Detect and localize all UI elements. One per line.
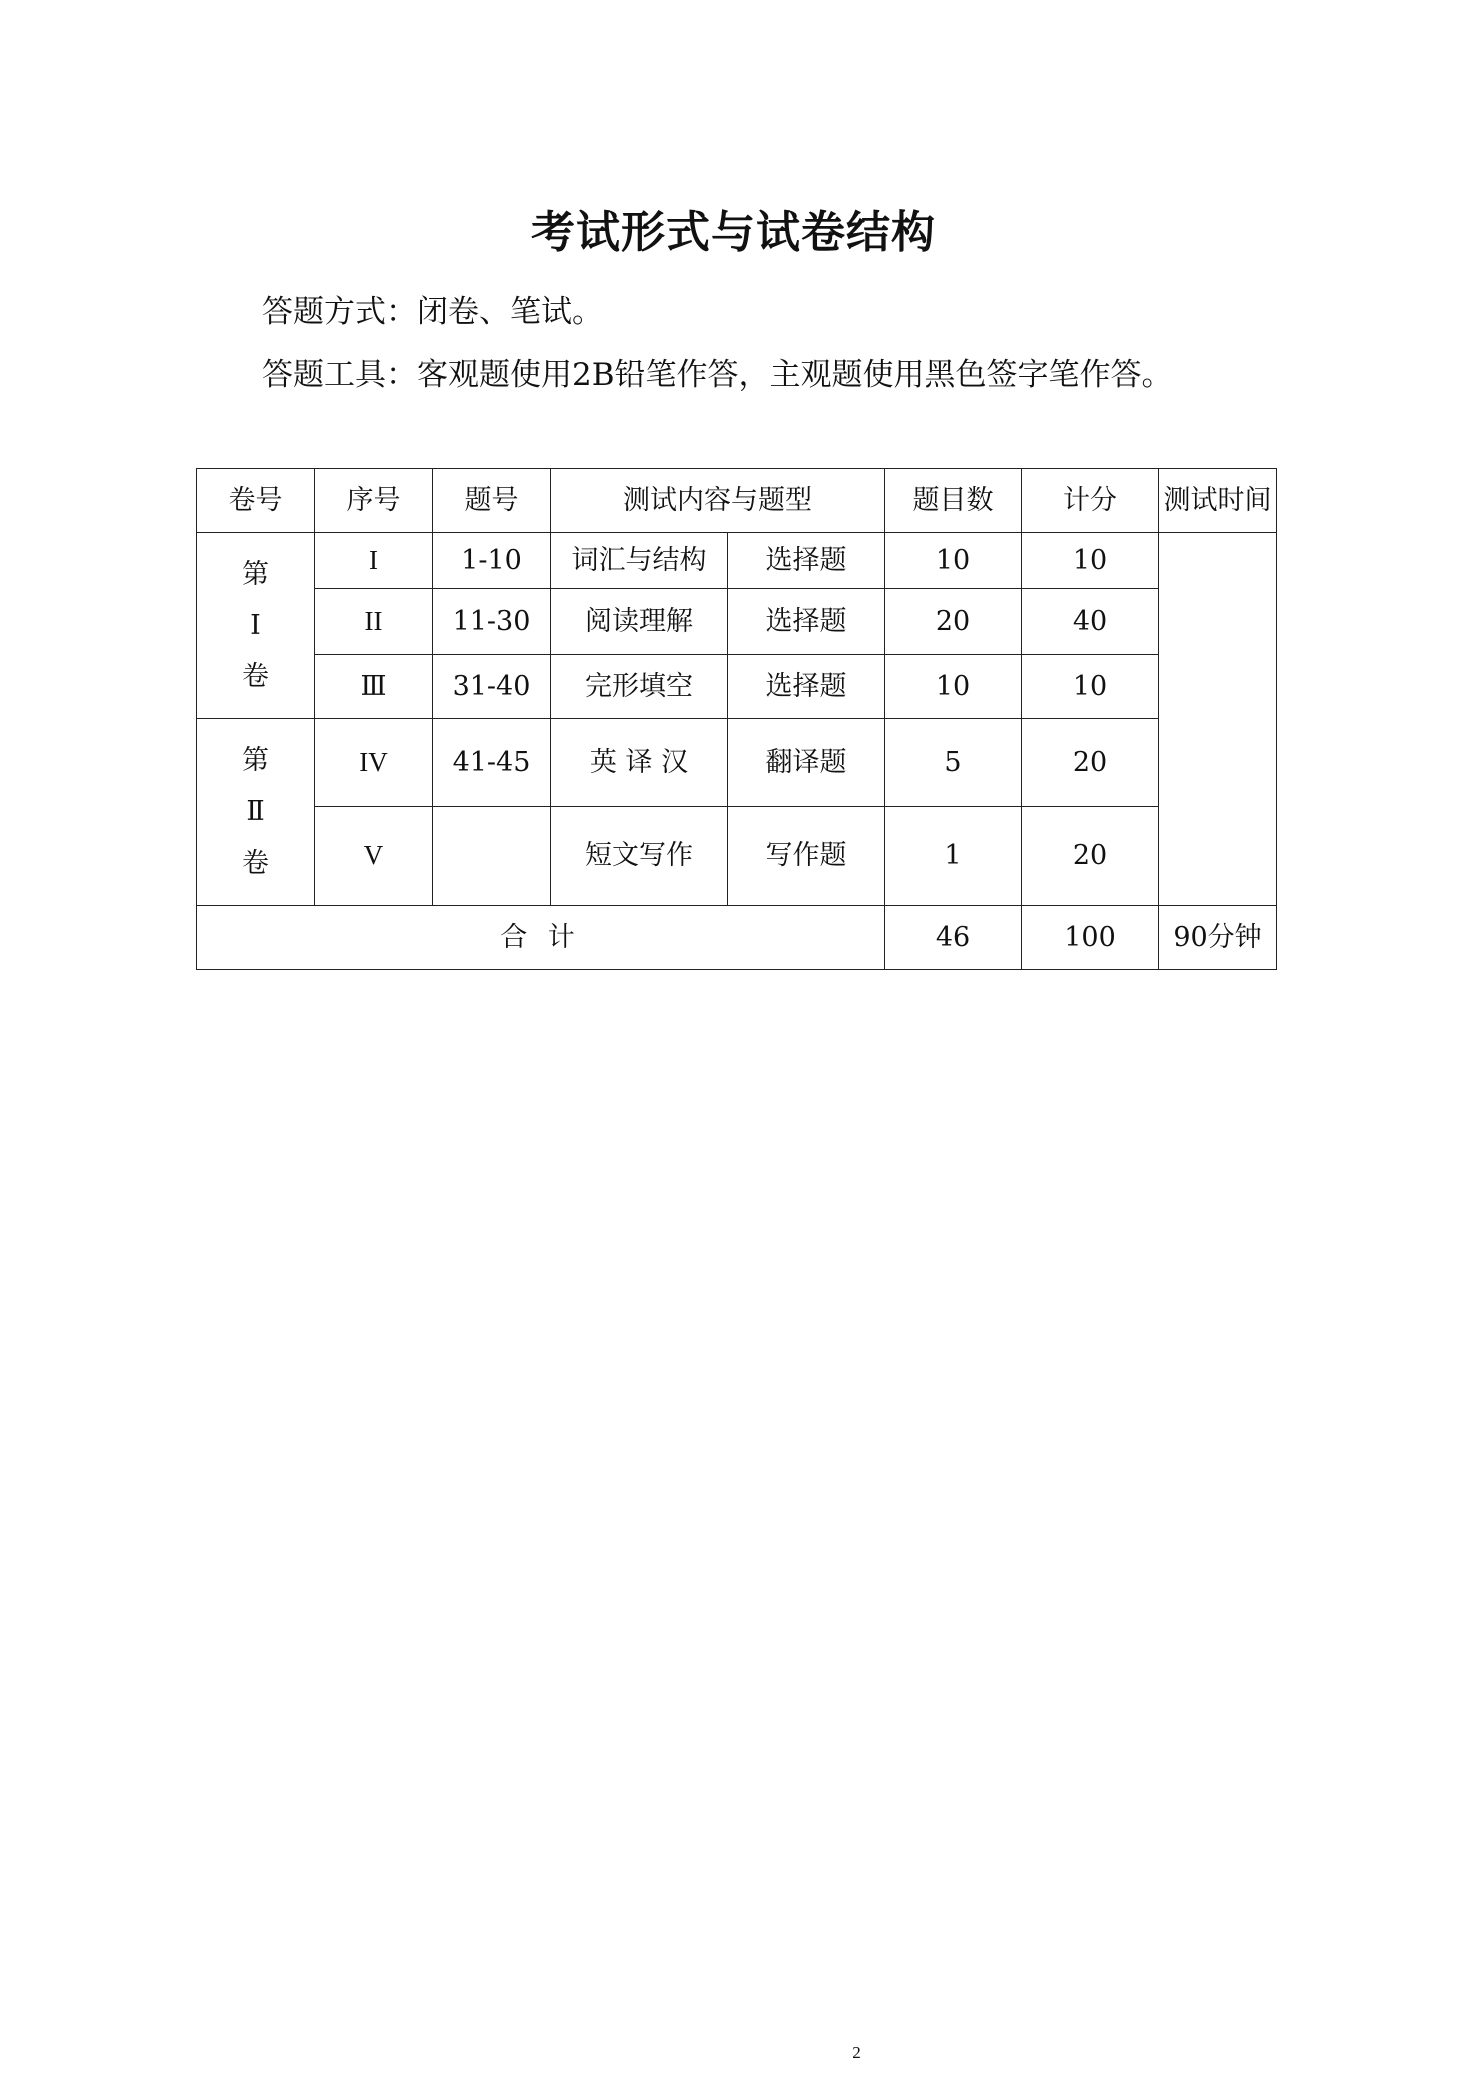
header-score: 计分 <box>1022 469 1159 533</box>
answer-tools-text: 答题工具：客观题使用2B铅笔作答，主观题使用黑色签字笔作答。 <box>262 357 1173 393</box>
row2-type: 选择题 <box>728 589 885 655</box>
paper2-line2: Ⅱ <box>246 796 265 828</box>
table-header-row <box>197 469 1277 533</box>
paper2-cell <box>197 719 315 906</box>
row4-type: 翻译题 <box>728 719 885 807</box>
total-score: 100 <box>1022 906 1159 970</box>
answer-method-text: 答题方式：闭卷、笔试。 <box>262 294 603 330</box>
row3-qnum: 31-40 <box>433 655 551 719</box>
table-row <box>197 719 1277 807</box>
paper2-line3: 卷 <box>242 847 269 879</box>
table-row <box>197 807 1277 906</box>
row1-seq: I <box>315 533 433 589</box>
row2-count: 20 <box>885 589 1022 655</box>
row5-content: 短文写作 <box>551 807 728 906</box>
paper1-line2: Ⅰ <box>250 609 261 641</box>
page-title: 考试形式与试卷结构 <box>531 207 936 258</box>
row5-score: 20 <box>1022 807 1159 906</box>
row3-seq: Ⅲ <box>315 655 433 719</box>
row2-score: 40 <box>1022 589 1159 655</box>
paper1-line3: 卷 <box>242 661 269 693</box>
header-seq: 序号 <box>315 469 433 533</box>
row1-type: 选择题 <box>728 533 885 589</box>
row2-qnum: 11-30 <box>433 589 551 655</box>
paper1-cell <box>197 533 315 719</box>
table-row <box>197 533 1277 589</box>
paper1-line1: 第 <box>242 558 269 590</box>
row1-count: 10 <box>885 533 1022 589</box>
table-total-row <box>197 906 1277 970</box>
row5-type: 写作题 <box>728 807 885 906</box>
table-row <box>197 655 1277 719</box>
exam-structure-table <box>196 468 1277 970</box>
row3-type: 选择题 <box>728 655 885 719</box>
total-time: 90分钟 <box>1159 906 1277 970</box>
table-row <box>197 589 1277 655</box>
paper2-line1: 第 <box>242 745 269 777</box>
total-count: 46 <box>885 906 1022 970</box>
row1-content: 词汇与结构 <box>551 533 728 589</box>
page-number: 2 <box>852 2043 861 2062</box>
row5-qnum <box>433 807 551 906</box>
row1-score: 10 <box>1022 533 1159 589</box>
header-time: 测试时间 <box>1159 469 1277 533</box>
row1-qnum: 1-10 <box>433 533 551 589</box>
row4-content: 英 译 汉 <box>551 719 728 807</box>
row3-content: 完形填空 <box>551 655 728 719</box>
row4-qnum: 41-45 <box>433 719 551 807</box>
row3-count: 10 <box>885 655 1022 719</box>
row2-content: 阅读理解 <box>551 589 728 655</box>
row3-score: 10 <box>1022 655 1159 719</box>
row5-seq: V <box>315 807 433 906</box>
header-paper: 卷号 <box>197 469 315 533</box>
row4-seq: IV <box>315 719 433 807</box>
header-count: 题目数 <box>885 469 1022 533</box>
row4-count: 5 <box>885 719 1022 807</box>
total-label: 合 计 <box>197 906 885 970</box>
row4-score: 20 <box>1022 719 1159 807</box>
header-qnum: 题号 <box>433 469 551 533</box>
row5-count: 1 <box>885 807 1022 906</box>
row2-seq: II <box>315 589 433 655</box>
time-blank-cell <box>1159 533 1277 906</box>
header-content: 测试内容与题型 <box>551 469 885 533</box>
